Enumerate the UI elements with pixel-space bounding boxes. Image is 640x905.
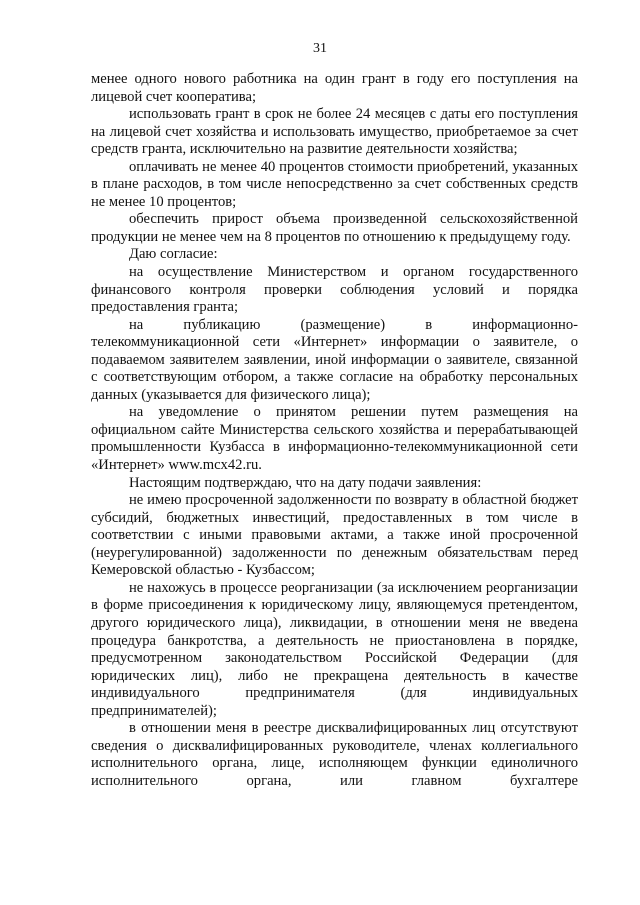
paragraph-1: менее одного нового работника на один грант в году его поступления на лицевой счет кооператива; [91, 71, 578, 105]
paragraph-4: обеспечить прирост объема произведенной сельскохозяйственной продукции не менее чем на 8 процентов по отношению к предыдущему году. [91, 211, 578, 245]
paragraph-2: использовать грант в срок не более 24 месяцев с даты его поступления на лицевой счет хозяйства и использовать имущество, приобретаемое за счет средств гранта, исключительно на развитие деятельности хозяйства; [91, 106, 578, 158]
page-number: 31 [313, 41, 327, 56]
paragraph-3: оплачивать не менее 40 процентов стоимости приобретений, указанных в плане расходов, в том числе непосредственно за счет собственных средств не менее 10 процентов; [91, 158, 578, 210]
paragraph-9: Настоящим подтверждаю, что на дату подачи заявления: [129, 474, 482, 491]
document-body [91, 71, 578, 790]
paragraph-11: не нахожусь в процессе реорганизации (за исключением реорганизации в форме присоединения к юридическому лицу, являющемуся претендентом, другого юридического лица), ликвидации, в отношении меня не введена процедура банкротства, а деятельность не приостановлена в порядке, предусмотренном законодательством Российской Федерации (для юридических лиц), либо не прекращена деятельность в качестве индивидуального предпринимателя (для индивидуальных предпринимателей); [91, 579, 578, 719]
paragraph-6: на осуществление Министерством и органом государственного финансового контроля проверки соблюдения условий и порядка предоставления гранта; [91, 264, 578, 316]
paragraph-8: на уведомление о принятом решении путем размещения на официальном сайте Министерства сельского хозяйства и перерабатывающей промышленности Кузбасса в информационно-телекоммуникационной сети «Интернет» www.mcx42.ru. [91, 404, 578, 474]
paragraph-12: в отношении меня в реестре дисквалифицированных лиц отсутствуют сведения о дисквалифицированных руководителе, членах коллегиального исполнительного органа, лице, исполняющем функции единоличного исполнительного органа, или главном бухгалтере [91, 720, 578, 789]
paragraph-7: на публикацию (размещение) в информационно-телекоммуникационной сети «Интернет» информации о заявителе, о подаваемом заявителем заявлении, иной информации о заявителе, связанной с соответствующим отбором, а также согласие на обработку персональных данных (указывается для физического лица); [91, 316, 578, 403]
paragraph-5: Даю согласие: [129, 246, 218, 263]
paragraph-10: не имею просроченной задолженности по возврату в областной бюджет субсидий, бюджетных инвестиций, предоставленных в том числе в соответствии с иными правовыми актами, а также иной просроченной (неурегулированной) задолженности по денежным обязательствам перед Кемеровской областью - Кузбассом; [91, 492, 578, 579]
